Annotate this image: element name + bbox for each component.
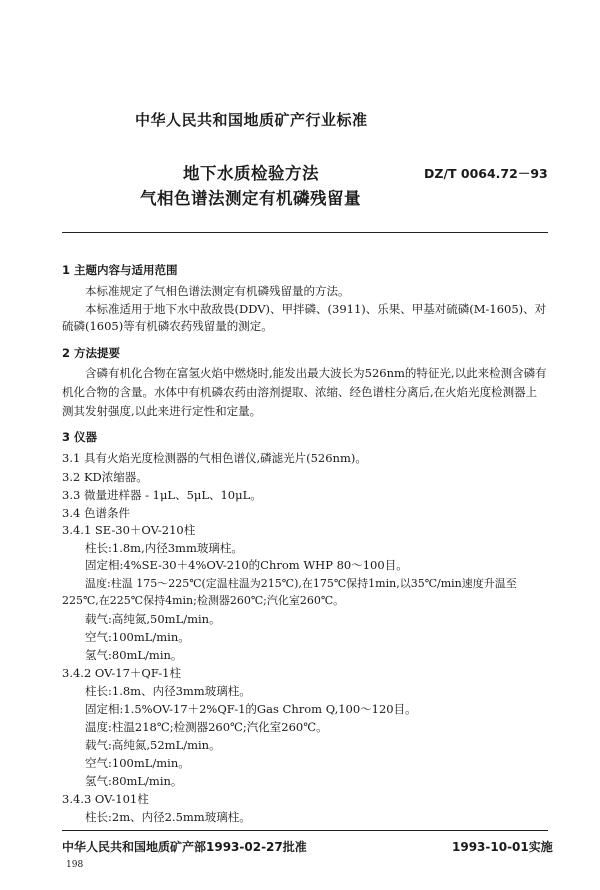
section-1-paragraph-2: 本标准适用于地下水中敌敌畏(DDV)、甲拌磷、(3911)、乐果、甲基对硫磷(M-1605)、对硫磷(1605)等有机磷农药残留量的测定。	[62, 302, 547, 333]
item-3-4-1-title: 3.4.1 SE-30＋OV-210柱	[62, 523, 196, 537]
item-3-4-1-hydrogen: 氢气:80mL/min。	[85, 648, 183, 662]
effective-date: 1993-10-01实施	[452, 840, 553, 854]
issuing-organization: 中华人民共和国地质矿产行业标准	[135, 111, 368, 129]
item-3-3: 3.3 微量进样器 - 1μL、5μL、10μL。	[62, 488, 262, 502]
item-3-4-2-air: 空气:100mL/min。	[85, 756, 190, 770]
section-3-heading: 3 仪器	[62, 430, 98, 444]
standard-code: DZ/T 0064.72－93	[424, 166, 548, 181]
item-3-4-2-title: 3.4.2 OV-17＋QF-1柱	[62, 666, 182, 680]
item-3-4-2-column: 柱长:1.8m、内径3mm玻璃柱。	[85, 684, 251, 698]
item-3-4-3-column: 柱长:2m、内径2.5mm玻璃柱。	[85, 810, 251, 824]
item-3-1: 3.1 具有火焰光度检测器的气相色谱仪,磷滤光片(526nm)。	[62, 451, 367, 465]
item-3-4-1-phase: 固定相:4%SE-30＋4%OV-210的Chrom WHP 80～100目。	[85, 558, 408, 572]
section-2-paragraph: 含磷有机化合物在富氢火焰中燃烧时,能发出最大波长为526nm的特征光,以此来检测含磷有机化合物的含量。水体中有机磷农药由溶剂提取、浓缩、经色谱柱分离后,在火焰光度检测器上测其发射强度,以此来进行定性和定量。	[62, 366, 547, 418]
title-line-1: 地下水质检验方法	[183, 164, 319, 183]
item-3-4-2-phase: 固定相:1.5%OV-17＋2%QF-1的Gas Chrom Q,100～120目。	[85, 702, 417, 716]
section-2-heading: 2 方法提要	[62, 346, 121, 360]
item-3-4-2-temperature: 温度:柱温218℃;检测器260℃;汽化室260℃。	[85, 720, 328, 734]
page-number: 198	[66, 860, 84, 870]
footer-rule	[62, 830, 548, 831]
item-3-4-3-title: 3.4.3 OV-101柱	[62, 792, 149, 806]
section-1-heading: 1 主题内容与适用范围	[62, 263, 178, 277]
item-3-4-2-carrier-gas: 载气:高纯氮,52mL/min。	[85, 738, 221, 752]
item-3-4-1-column: 柱长:1.8m,内径3mm玻璃柱。	[85, 541, 243, 555]
item-3-4-2-hydrogen: 氢气:80mL/min。	[85, 774, 183, 788]
item-3-4-1-temperature: 温度:柱温 175～225℃(定温柱温为215℃),在175℃保持1min,以35℃/min速度升温至225℃,在225℃保持4min;检测器260℃;汽化室260℃。	[62, 577, 517, 607]
section-1-paragraph-1: 本标准规定了气相色谱法测定有机磷残留量的方法。	[85, 284, 350, 298]
item-3-4-1-air: 空气:100mL/min。	[85, 630, 190, 644]
title-line-2: 气相色谱法测定有机磷残留量	[140, 189, 361, 208]
item-3-4: 3.4 色谱条件	[62, 506, 130, 520]
approval-line: 中华人民共和国地质矿产部1993-02-27批准	[62, 840, 307, 854]
item-3-2: 3.2 KD浓缩器。	[62, 470, 148, 484]
item-3-4-1-carrier-gas: 载气:高纯氮,50mL/min。	[85, 612, 221, 626]
header-rule	[62, 232, 548, 233]
